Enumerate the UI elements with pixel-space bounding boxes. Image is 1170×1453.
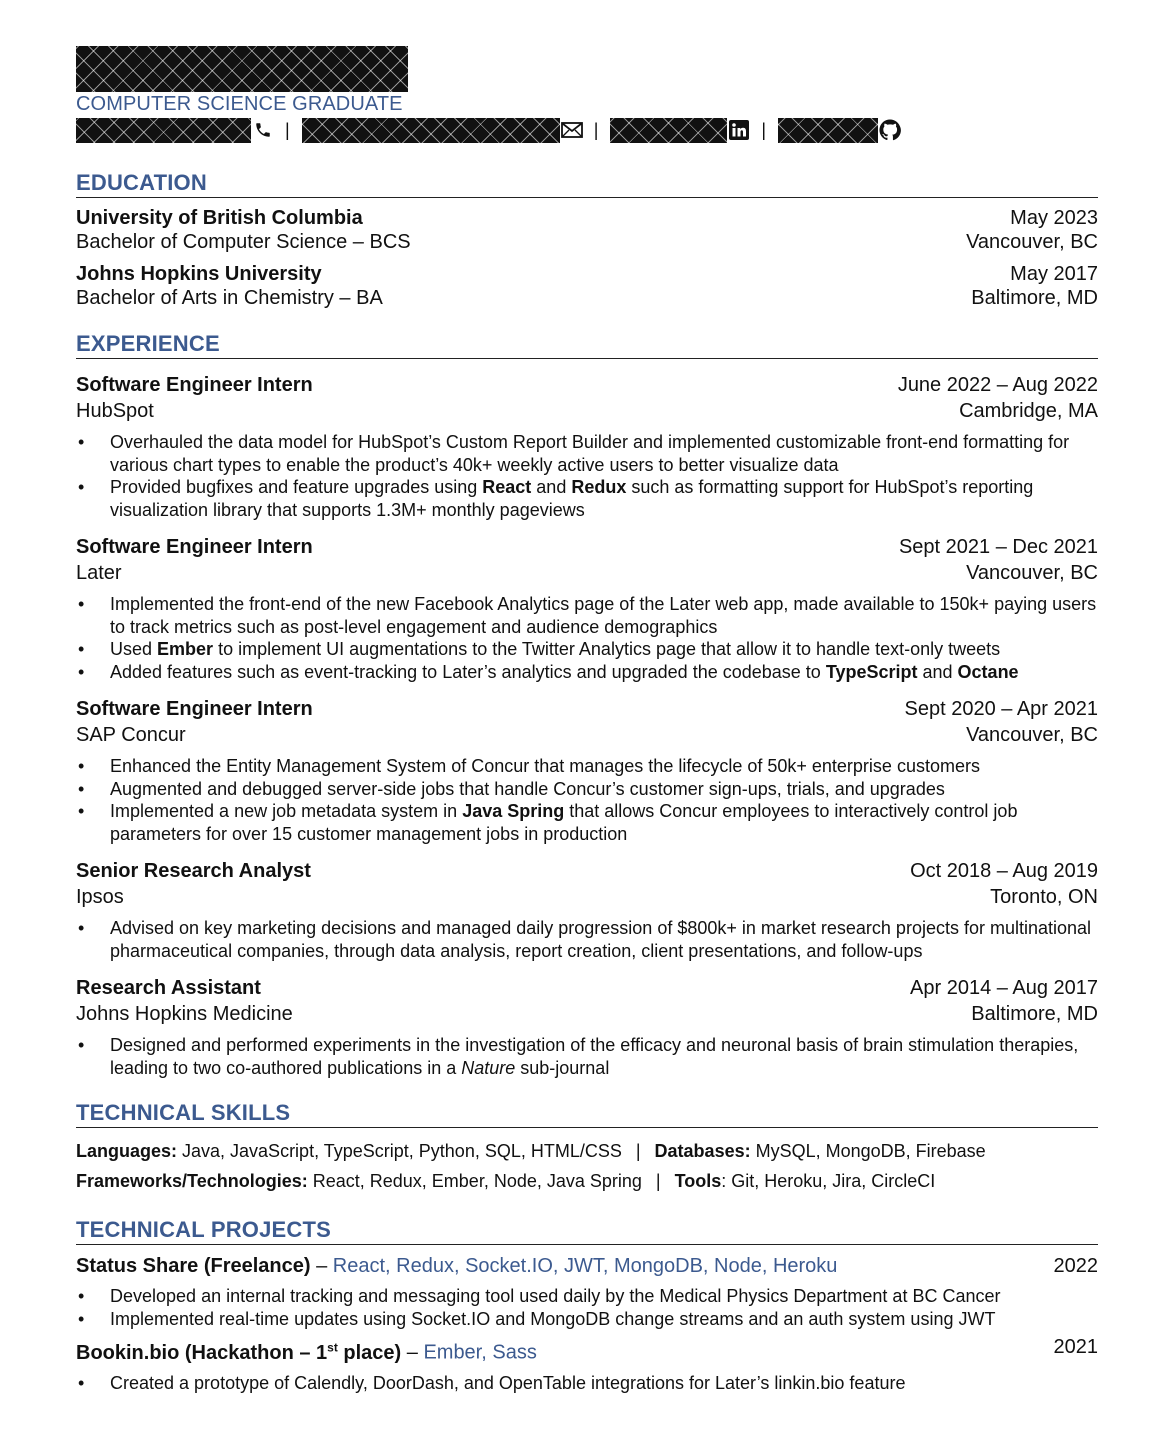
degree-name: Bachelor of Computer Science – BCS — [76, 231, 411, 253]
resume-page — [76, 46, 1098, 1394]
resume-subtitle: COMPUTER SCIENCE GRADUATE — [76, 93, 403, 115]
linkedin-icon — [727, 118, 751, 142]
project-year: 2022 — [1053, 1255, 1098, 1277]
school-name: Johns Hopkins University — [76, 263, 322, 285]
project-bullets — [76, 1285, 1098, 1330]
education-heading: EDUCATION — [76, 171, 1098, 198]
bullet-item: • Developed an internal tracking and messaging tool used daily by the Medical Physics Department at BC Cancer — [76, 1285, 1098, 1308]
contact-line — [76, 117, 1098, 143]
job-location: Vancouver, BC — [966, 562, 1098, 584]
skills-block — [76, 1136, 1098, 1196]
bullet-item: • Augmented and debugged server-side jobs that handle Concur’s customer sign-ups, trials, and upgrades — [76, 778, 1098, 801]
project-entry: Bookin.bio (Hackathon – 1st place) – Ember, Sass 2021 • Created a prototype of Calendly, DoorDash, and OpenTable integrations for Later’s linkin.bio feature — [76, 1334, 1098, 1394]
resume-header — [76, 46, 1098, 143]
job-bullets — [76, 917, 1098, 962]
job-company: Johns Hopkins Medicine — [76, 1003, 293, 1025]
project-name: Bookin.bio (Hackathon – 1st place) — [76, 1340, 402, 1364]
job-company: Ipsos — [76, 886, 124, 908]
job-location: Cambridge, MA — [959, 400, 1098, 422]
redacted-phone — [76, 118, 251, 143]
job-entry — [76, 373, 1098, 521]
skills-row: Frameworks/Technologies: React, Redux, Ember, Node, Java Spring | Tools: Git, Heroku, Jira, CircleCI — [76, 1171, 936, 1191]
redacted-linkedin — [610, 118, 727, 143]
job-location: Toronto, ON — [990, 886, 1098, 908]
bullet-item: • Implemented a new job metadata system in Java Spring that allows Concur employees to interactively control job parameters for over 15 customer management jobs in production — [76, 800, 1098, 845]
bullet-item: • Overhauled the data model for HubSpot’s Custom Report Builder and implemented customizable front-end formatting for various chart types to enable the product’s 40k+ weekly active users to better visualize data — [76, 431, 1098, 476]
job-role: Software Engineer Intern — [76, 374, 313, 396]
bullet-item: • Provided bugfixes and feature upgrades using React and Redux such as formatting support for HubSpot’s reporting visualization library that supports 1.3M+ monthly pageviews — [76, 476, 1098, 521]
bullet-item: • Added features such as event-tracking to Later’s analytics and upgraded the codebase to TypeScript and Octane — [76, 661, 1098, 684]
bullet-item: • Created a prototype of Calendly, DoorDash, and OpenTable integrations for Later’s linkin.bio feature — [76, 1372, 1098, 1395]
phone-icon — [251, 118, 275, 142]
graduation-date: May 2023 — [1010, 207, 1098, 229]
skills-row: Languages: Java, JavaScript, TypeScript, Python, SQL, HTML/CSS | Databases: MySQL, MongoDB, Firebase — [76, 1141, 986, 1161]
job-role: Software Engineer Intern — [76, 536, 313, 558]
job-bullets — [76, 1034, 1098, 1079]
job-company: SAP Concur — [76, 724, 186, 746]
job-role: Research Assistant — [76, 977, 261, 999]
graduation-date: May 2017 — [1010, 263, 1098, 285]
project-year: 2021 — [1053, 1336, 1098, 1358]
bullet-item: • Implemented the front-end of the new Facebook Analytics page of the Later web app, made available to 150k+ paying users to track metrics such as post-level engagement and audience demographics — [76, 593, 1098, 638]
bullet-item: • Implemented real-time updates using Socket.IO and MongoDB change streams and an auth system using JWT — [76, 1308, 1098, 1331]
education-entry — [76, 262, 1098, 310]
job-role: Senior Research Analyst — [76, 860, 311, 882]
redacted-github — [778, 118, 878, 143]
job-entry — [76, 976, 1098, 1079]
projects-heading: TECHNICAL PROJECTS — [76, 1218, 1098, 1245]
job-company: HubSpot — [76, 400, 154, 422]
mail-icon — [560, 118, 584, 142]
degree-name: Bachelor of Arts in Chemistry – BA — [76, 287, 383, 309]
redacted-name — [76, 46, 408, 92]
project-entry: Status Share (Freelance) – React, Redux, Socket.IO, JWT, MongoDB, Node, Heroku 2022 • Developed an internal tracking and messaging tool used daily by the Medical Physics Department at BC Cancer • Implemented real-time updates using Socket.IO and MongoDB change streams and an auth system using JWT — [76, 1253, 1098, 1330]
bullet-item: • Used Ember to implement UI augmentations to the Twitter Analytics page that allow it to handle text-only tweets — [76, 638, 1098, 661]
job-entry — [76, 535, 1098, 683]
experience-heading: EXPERIENCE — [76, 332, 1098, 359]
education-entry — [76, 206, 1098, 254]
job-location: Baltimore, MD — [971, 1003, 1098, 1025]
school-location: Vancouver, BC — [966, 231, 1098, 253]
contact-separator: | — [593, 119, 599, 140]
job-dates: Sept 2021 – Dec 2021 — [898, 536, 1098, 558]
skills-heading: TECHNICAL SKILLS — [76, 1101, 1098, 1128]
job-bullets — [76, 593, 1098, 683]
bullet-item: • Advised on key marketing decisions and managed daily progression of $800k+ in market research projects for multinational pharmaceutical companies, through data analysis, report creation, client presentations, and follow-ups — [76, 917, 1098, 962]
job-entry — [76, 697, 1098, 845]
job-dates: Apr 2014 – Aug 2017 — [910, 977, 1098, 999]
contact-separator: | — [285, 119, 290, 140]
project-bullets — [76, 1372, 1098, 1395]
job-entry — [76, 859, 1098, 962]
project-tech: Ember, Sass — [423, 1341, 537, 1364]
project-tech: React, Redux, Socket.IO, JWT, MongoDB, Node, Heroku — [332, 1255, 838, 1277]
job-bullets — [76, 755, 1098, 845]
job-location: Vancouver, BC — [966, 724, 1098, 746]
bullet-item: • Enhanced the Entity Management System of Concur that manages the lifecycle of 50k+ enterprise customers — [76, 755, 1098, 778]
school-name: University of British Columbia — [76, 207, 363, 229]
redacted-email — [302, 118, 560, 143]
job-dates: June 2022 – Aug 2022 — [897, 374, 1098, 396]
job-dates: Sept 2020 – Apr 2021 — [904, 698, 1098, 720]
job-company: Later — [76, 562, 122, 584]
job-role: Software Engineer Intern — [76, 698, 313, 720]
bullet-item: • Designed and performed experiments in the investigation of the efficacy and neuronal basis of brain stimulation therapies, leading to two co-authored publications in a Nature sub-journal — [76, 1034, 1098, 1079]
contact-separator: | — [761, 119, 767, 140]
job-bullets — [76, 431, 1098, 521]
project-name: Status Share (Freelance) — [76, 1255, 311, 1277]
job-dates: Oct 2018 – Aug 2019 — [910, 860, 1098, 882]
github-icon — [878, 118, 902, 142]
school-location: Baltimore, MD — [971, 287, 1098, 309]
